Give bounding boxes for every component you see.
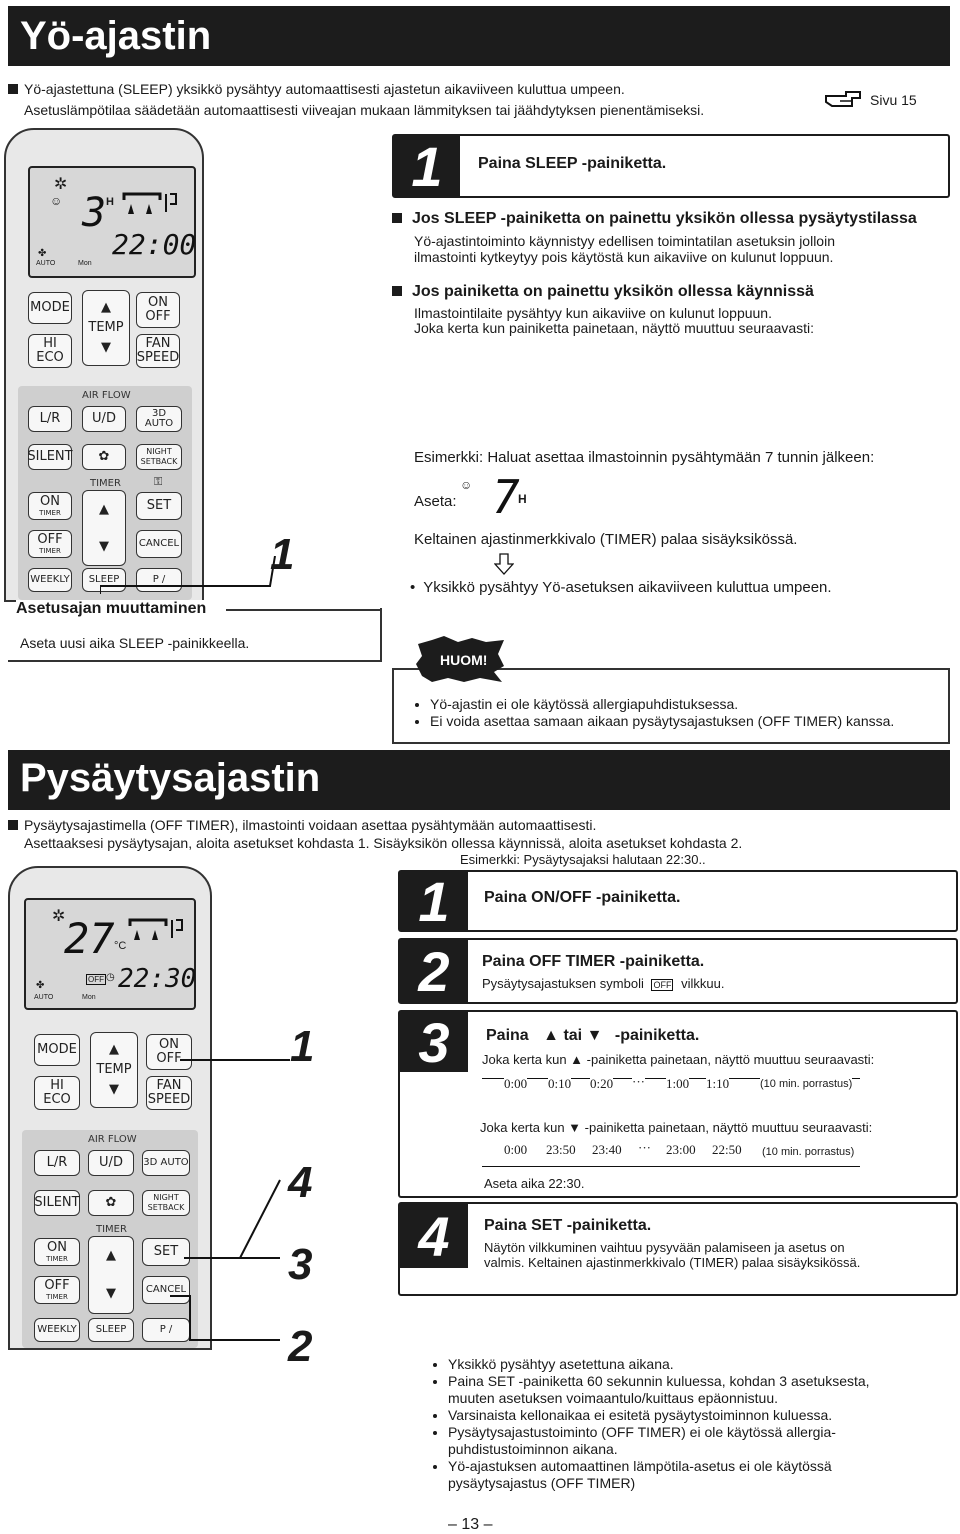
info-item: • Varsinaista kellonaikaa ei esitetä pysäytystoiminnon kuluessa. <box>448 1407 918 1424</box>
allergy-icon: ✿ <box>98 449 110 464</box>
lcd-temperature: 27 <box>64 914 115 963</box>
p-button[interactable]: P / <box>142 1318 190 1342</box>
note-list <box>410 696 894 730</box>
cooling-icon: ✲ <box>54 176 68 193</box>
step-1-box <box>398 870 958 932</box>
bullet-square-icon <box>8 84 18 94</box>
callout-number: 1 <box>290 1022 315 1071</box>
info-list <box>428 1356 918 1492</box>
intro-line-1: Pysäytysajastimella (OFF TIMER), ilmastointi voidaan asettaa pysähtymään automaattisesti. <box>8 816 596 834</box>
mode-button[interactable]: MODE <box>28 292 72 324</box>
down-arrow-icon: ▼ <box>101 340 111 355</box>
down-arrow-icon: ▼ <box>568 1120 582 1135</box>
step-label: Paina SLEEP -painiketta. <box>478 155 667 172</box>
off-timer-button[interactable]: OFF TIMER <box>28 530 72 558</box>
info-item: • Yö-ajastuksen automaattinen lämpötila-asetus ei ole käytössä pysäytysajastus (OFF TIMER) <box>448 1458 918 1492</box>
sequence-value: 0:00 <box>504 1142 528 1157</box>
case-1-line-2: ilmastointi kytkeytyy pois käytöstä kun aikaviive on kulunut loppuun. <box>414 249 834 265</box>
callout-number: 3 <box>288 1240 313 1289</box>
bullet-dot-icon: • <box>410 579 416 596</box>
key-icon: ⚿ <box>154 476 163 488</box>
fan-speed-button[interactable]: FAN SPEED <box>136 334 180 368</box>
step-number: 2 <box>400 940 468 1002</box>
sequence-value: 0:10 <box>548 1076 572 1091</box>
step-line-2: valmis. Keltainen ajastinmerkkivalo (TIMER) palaa sisäyksikössä. <box>484 1255 861 1270</box>
step-number: 1 <box>400 872 468 930</box>
fan-icon: ✤ <box>36 980 45 991</box>
note-item: • Ei voida asettaa samaan aikaan pysäytysajastuksen (OFF TIMER) kanssa. <box>430 713 894 730</box>
temp-button[interactable]: ▲ TEMP ▼ <box>90 1032 138 1108</box>
hi-eco-button[interactable]: HI ECO <box>28 334 72 368</box>
weekly-button[interactable]: WEEKLY <box>28 568 72 592</box>
down-arrow-icon: ▼ <box>109 1082 119 1097</box>
lcd-auto: AUTO <box>36 260 56 267</box>
aseta-digit: 7 <box>492 470 520 524</box>
weekly-button[interactable]: WEEKLY <box>34 1318 80 1342</box>
info-item: • Pysäytysajastustoiminto (OFF TIMER) ei ole käytössä allergia-puhdistustoiminnon aikana. <box>448 1424 918 1458</box>
cancel-button[interactable]: CANCEL <box>142 1276 190 1304</box>
aseta-unit: H <box>518 492 527 506</box>
lcd-day: Mon <box>82 994 96 1001</box>
step-note: (10 min. porrastus) <box>760 1078 853 1090</box>
timer-updown-button[interactable] <box>82 490 126 566</box>
section-title: Yö-ajastin <box>20 14 212 58</box>
off-timer-button[interactable]: OFF TIMER <box>34 1276 80 1304</box>
step-line-1: Näytön vilkkuminen vaihtuu pysyvään palamiseen ja asetus on <box>484 1240 845 1255</box>
step-3-box <box>398 1010 958 1198</box>
louver-icon <box>120 190 184 218</box>
intro-line-2: Asettaaksesi pysäytysajan, aloita asetukset kohdasta 1. Sisäyksikön ollessa käynnissä, aloita asetukset kohdasta 2. <box>24 835 743 851</box>
down-arrow-icon: ▼ <box>106 1286 116 1301</box>
set-time-text: Aseta aika 22:30. <box>484 1176 585 1191</box>
info-item: • Yksikkö pysähtyy asetettuna aikana. <box>448 1356 918 1373</box>
step-sub: Pysäytysajastuksen symboli OFF vilkkuu. <box>482 976 725 991</box>
step-label: Paina ON/OFF -painiketta. <box>484 889 681 906</box>
up-arrow-icon: ▲ <box>109 1042 119 1057</box>
up-press-text: Joka kerta kun ▲ -painiketta painetaan, näyttö muuttuu seuraavasti: <box>482 1052 875 1067</box>
sequence-value: 0:00 <box>504 1076 528 1091</box>
timer-label: TIMER <box>90 478 121 489</box>
3d-auto-button[interactable]: 3D AUTO <box>142 1150 190 1176</box>
sequence-value: 22:50 <box>712 1142 742 1157</box>
silent-button[interactable]: SILENT <box>28 444 72 470</box>
sequence-line <box>482 1166 860 1167</box>
lcd-auto: AUTO <box>34 994 54 1001</box>
sequence-value: 0:20 <box>590 1076 614 1091</box>
change-setting-text: Aseta uusi aika SLEEP -painikkeella. <box>20 635 250 651</box>
timer-label: TIMER <box>96 1224 127 1235</box>
callout-number: 1 <box>270 530 295 579</box>
lcd-display <box>24 898 196 1010</box>
lcd-unit: H <box>106 196 114 208</box>
change-setting-title: Asetusajan muuttaminen <box>16 600 210 618</box>
step-note: (10 min. porrastus) <box>762 1146 855 1158</box>
example-text: Esimerkki: Haluat asettaa ilmastoinnin pysähtymään 7 tunnin jälkeen: <box>414 449 875 466</box>
intro-line-1: Yö-ajastettuna (SLEEP) yksikkö pysähtyy automaattisesti ajastetun aikaviiveen kuluttua umpeen. <box>8 80 625 98</box>
sequence-ellipsis: ··· <box>632 1074 645 1089</box>
air-flow-label: AIR FLOW <box>88 1134 137 1145</box>
on-timer-button[interactable]: ON TIMER <box>28 492 72 520</box>
sequence-value: 1:00 <box>666 1076 690 1091</box>
allergy-icon: ✿ <box>105 1195 117 1210</box>
step-1-box <box>392 134 950 198</box>
night-setback-button[interactable]: NIGHT SETBACK <box>136 444 182 470</box>
louver-icon <box>126 916 190 944</box>
fan-speed-button[interactable]: FAN SPEED <box>146 1076 192 1110</box>
timer-updown-button[interactable] <box>88 1236 134 1314</box>
case-2-heading: Jos painiketta on painettu yksikön ollessa käynnissä <box>392 283 814 301</box>
sleep-callout-line <box>100 556 280 596</box>
stops-bullet: • Yksikkö pysähtyy Yö-asetuksen aikaviiveen kuluttua umpeen. <box>410 579 832 596</box>
lr-button[interactable]: L/R <box>28 406 72 432</box>
case-1-line-1: Yö-ajastintoiminto käynnistyy edellisen toimintatilan asetuksin jolloin <box>414 233 835 249</box>
pointing-hand-icon <box>824 88 864 112</box>
example-text: Esimerkki: Pysäytysajaksi halutaan 22:30.. <box>460 852 706 867</box>
up-arrow-icon: ▲ <box>106 1248 116 1263</box>
callout-number: 4 <box>288 1158 313 1207</box>
info-item: • Paina SET -painiketta 60 sekunnin kuluessa, kohdan 3 asetuksesta, muuten asetuksen voimaantulo/kuittaus epäonnistuu. <box>448 1373 918 1407</box>
clock-icon: ◷ <box>106 972 115 983</box>
sequence-value: 23:00 <box>666 1142 696 1157</box>
night-setback-button[interactable]: NIGHT SETBACK <box>142 1190 190 1216</box>
section-title: Pysäytysajastin <box>20 756 321 800</box>
mode-button[interactable]: MODE <box>34 1034 80 1066</box>
bullet-square-icon <box>8 820 18 830</box>
case-2-line-2: Joka kerta kun painiketta painetaan, näyttö muuttuu seuraavasti: <box>414 320 815 336</box>
allergy-button[interactable] <box>88 1190 134 1216</box>
aseta-label: Aseta: <box>414 493 457 510</box>
on-off-button[interactable]: ON OFF <box>146 1034 192 1070</box>
sleep-button[interactable]: SLEEP <box>82 568 126 592</box>
section-title-bar <box>8 6 950 66</box>
cooling-icon: ✲ <box>52 908 66 925</box>
sleep-face-icon: ☺ <box>460 478 473 492</box>
note-label: HUOM! <box>440 652 488 668</box>
sequence-value: 1:10 <box>706 1076 730 1091</box>
down-press-text: Joka kerta kun ▼ -painiketta painetaan, näyttö muuttuu seuraavasti: <box>480 1120 873 1135</box>
lcd-time: 22:00 <box>112 228 197 261</box>
up-arrow-icon: ▲ <box>570 1052 584 1067</box>
ud-button[interactable]: U/D <box>82 406 126 432</box>
down-arrow-outline-icon <box>494 552 514 576</box>
lcd-display <box>28 166 196 278</box>
step-label: Paina SET -painiketta. <box>484 1217 652 1234</box>
bullet-square-icon <box>392 213 402 223</box>
step-4-box <box>398 1202 958 1296</box>
intro-line-2: Asetuslämpötilaa säädetään automaattisesti viiveajan mukaan lämmityksen tai jäähdytyksen pienentämiseksi. <box>24 102 705 118</box>
step-number: 4 <box>400 1204 468 1268</box>
on-timer-button[interactable]: ON TIMER <box>34 1238 80 1266</box>
lcd-time: 22:30 <box>118 964 197 994</box>
section-title-bar <box>8 750 950 810</box>
cancel-button[interactable]: CANCEL <box>136 530 182 558</box>
allergy-button[interactable] <box>82 444 126 470</box>
page-reference: Sivu 15 <box>824 88 917 112</box>
lr-button[interactable]: L/R <box>34 1150 80 1176</box>
off-symbol-icon: OFF <box>653 980 672 990</box>
temp-button[interactable]: ▲ TEMP ▼ <box>82 290 130 366</box>
step-label: Paina OFF TIMER -painiketta. <box>482 953 705 970</box>
sleep-face-icon: ☺ <box>50 194 63 208</box>
hi-eco-button[interactable]: HI ECO <box>34 1076 80 1110</box>
silent-button[interactable]: SILENT <box>34 1190 80 1216</box>
sleep-button[interactable]: SLEEP <box>88 1318 134 1342</box>
case-2-line-1: Ilmastointilaite pysähtyy kun aikaviive on kulunut loppuun. <box>414 305 772 321</box>
case-1-heading: Jos SLEEP -painiketta on painettu yksikön ollessa pysäytystilassa <box>392 210 917 228</box>
on-off-button[interactable]: ON OFF <box>136 292 180 328</box>
down-arrow-icon: ▼ <box>586 1027 603 1044</box>
yellow-lamp-text: Keltainen ajastinmerkkivalo (TIMER) palaa sisäyksikössä. <box>414 531 798 548</box>
step-number: 1 <box>394 136 460 196</box>
note-item: • Yö-ajastin ei ole käytössä allergiapuhdistuksessa. <box>430 696 894 713</box>
step-2-box <box>398 938 958 1004</box>
sequence-value: 23:50 <box>546 1142 576 1157</box>
set-button[interactable]: SET <box>142 1238 190 1266</box>
3d-auto-button[interactable]: 3D AUTO <box>136 406 182 432</box>
fan-icon: ✤ <box>38 248 47 259</box>
ud-button[interactable]: U/D <box>88 1150 134 1176</box>
set-button[interactable]: SET <box>136 492 182 520</box>
page-number: – 13 – <box>448 1516 493 1533</box>
air-flow-label: AIR FLOW <box>82 390 131 401</box>
sequence-ellipsis: ··· <box>638 1140 651 1155</box>
step-label: Paina ▲ tai ▼ -painiketta. <box>486 1027 700 1044</box>
remote-control <box>4 128 204 602</box>
down-arrow-icon: ▼ <box>99 538 109 554</box>
lcd-hours: 3 <box>82 190 107 236</box>
up-arrow-icon: ▲ <box>543 1027 559 1044</box>
lcd-unit: °C <box>114 940 127 952</box>
up-arrow-icon: ▲ <box>101 300 111 315</box>
lcd-off-badge: OFF <box>88 975 104 984</box>
callout-number: 2 <box>288 1322 313 1371</box>
bullet-square-icon <box>392 286 402 296</box>
step-number: 3 <box>400 1012 468 1072</box>
up-arrow-icon: ▲ <box>99 501 109 517</box>
lcd-day: Mon <box>78 260 92 267</box>
change-setting-rule <box>226 609 381 611</box>
sequence-value: 23:40 <box>592 1142 622 1157</box>
callout-lines <box>170 1040 300 1350</box>
p-button[interactable]: P / <box>136 568 182 592</box>
